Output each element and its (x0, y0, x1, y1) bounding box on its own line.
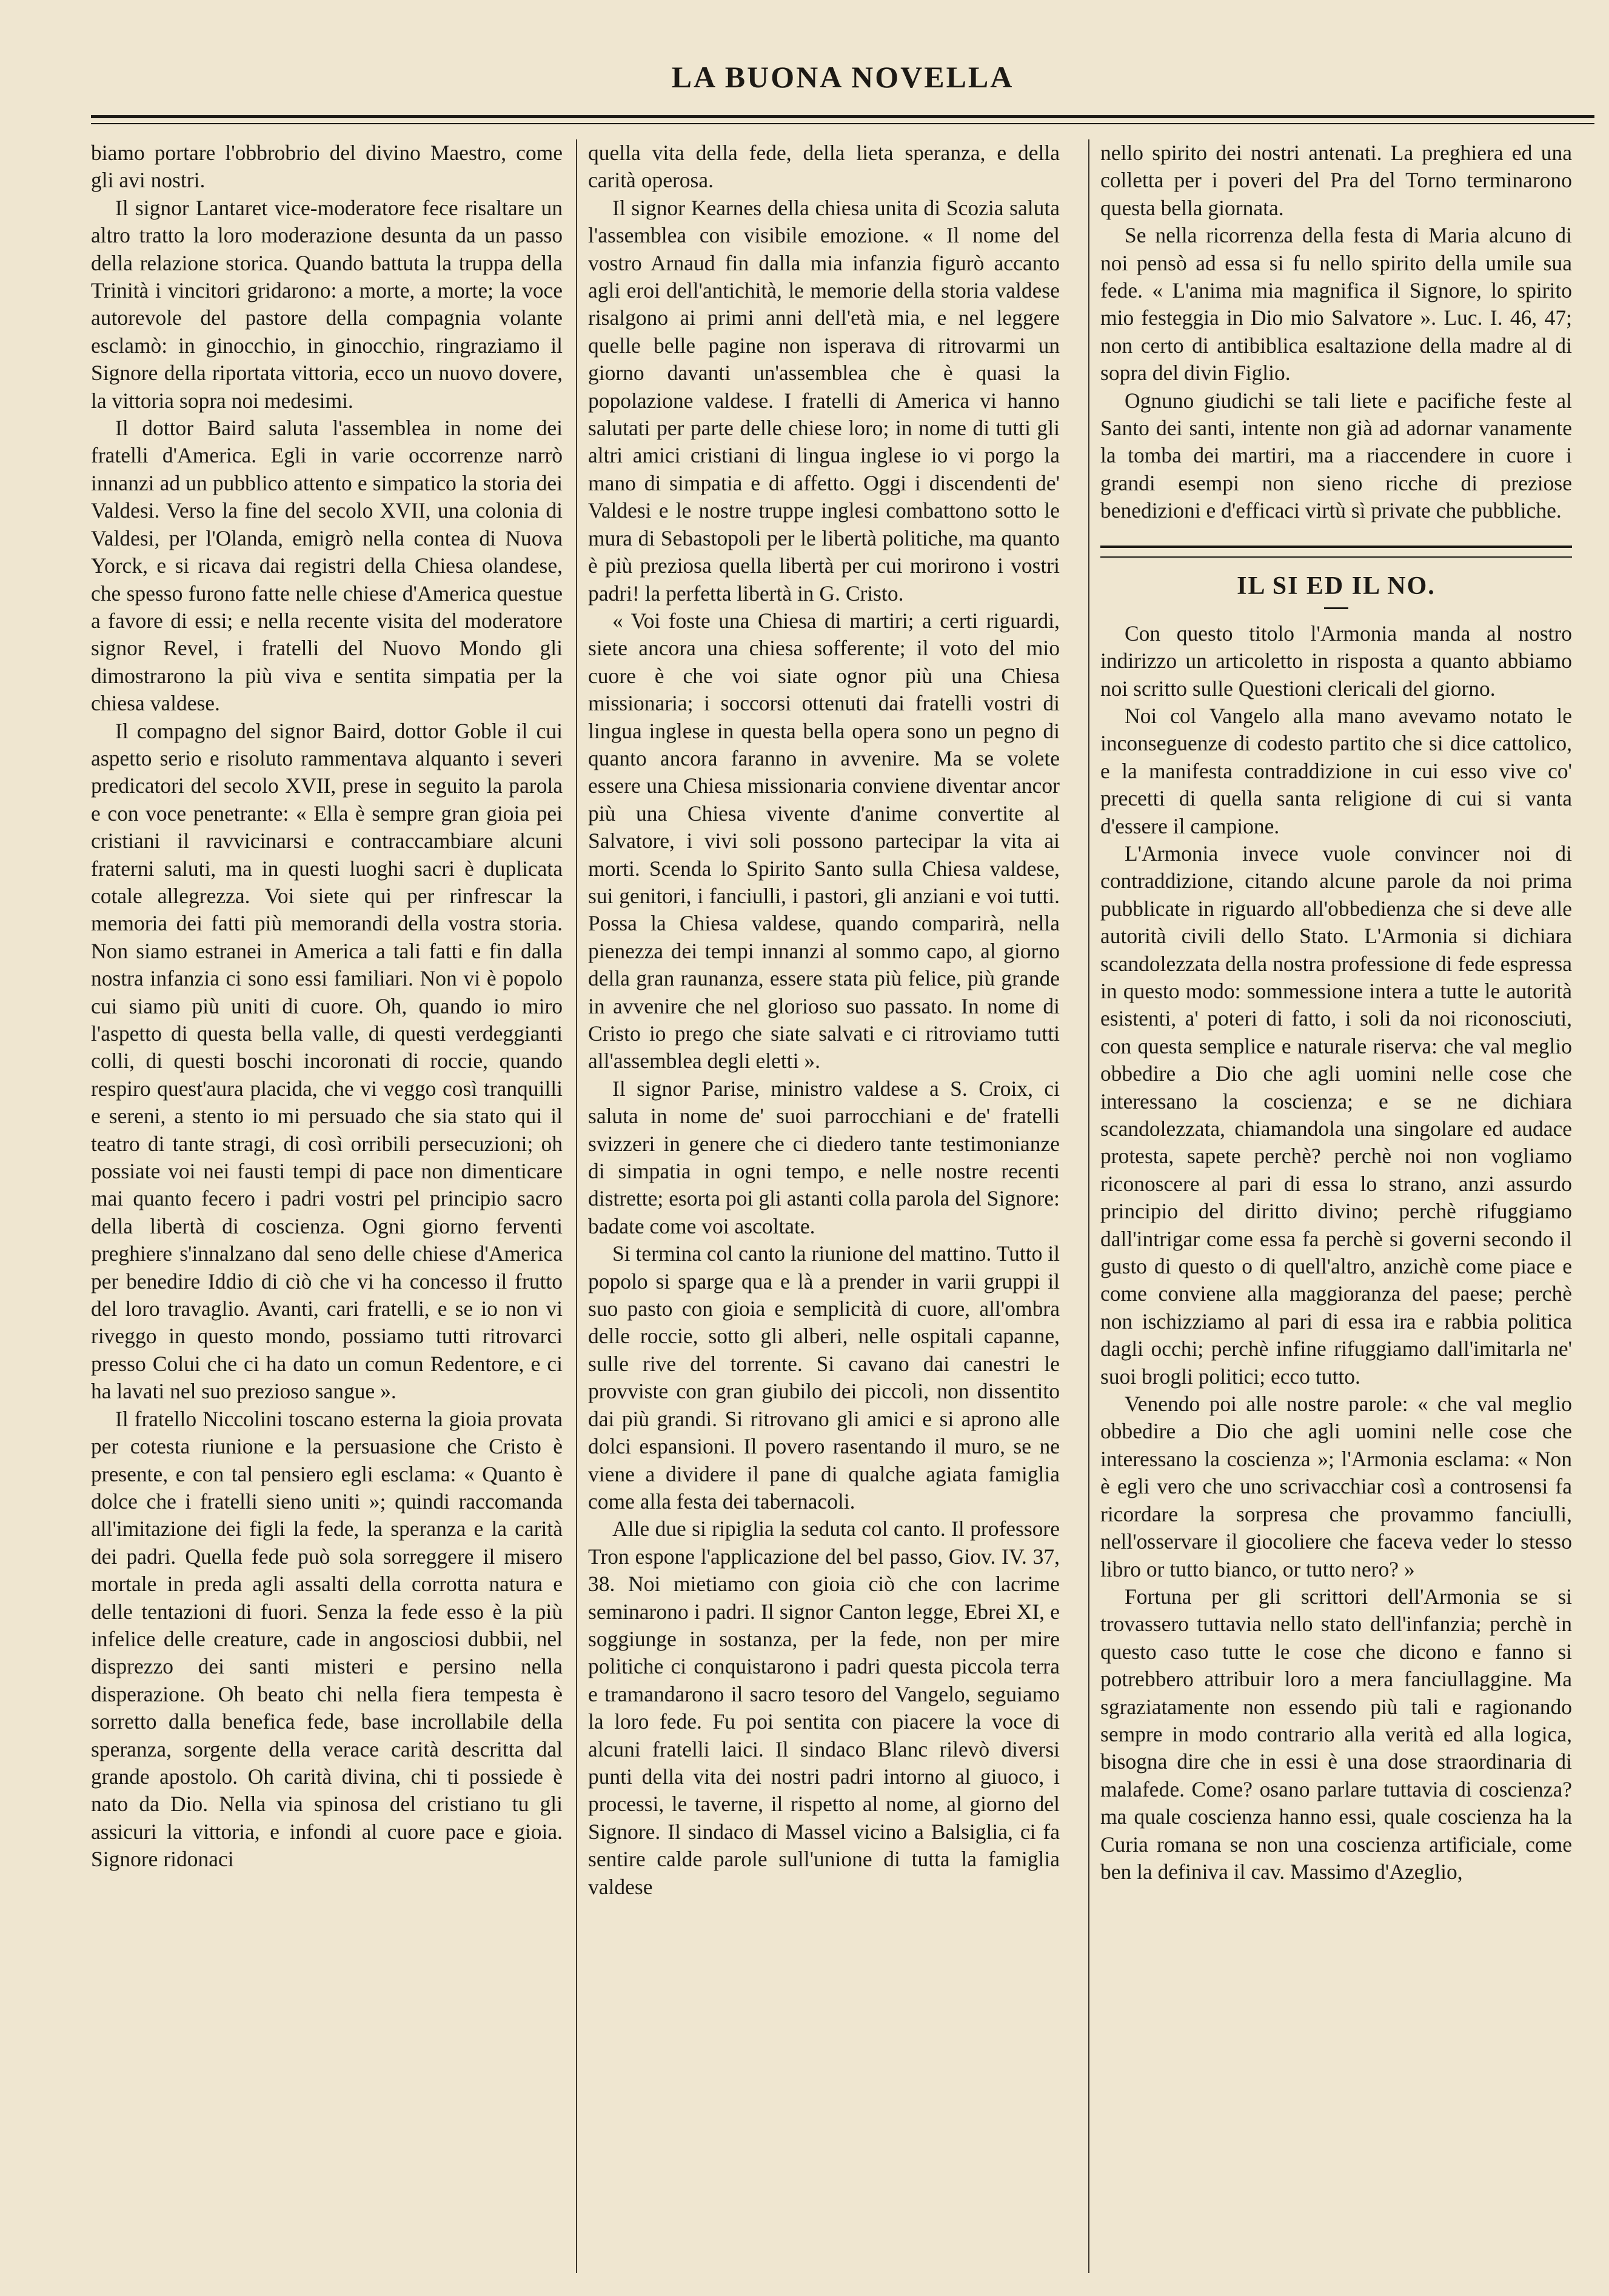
paragraph: biamo portare l'obbrobrio del divino Maestro, come gli avi nostri. (91, 141, 563, 193)
paragraph: Fortuna per gli scrittori dell'Armonia se si trovassero tuttavia nello stato dell'infanzia; perchè in questo caso tutte le cose che dicono e fanno si potrebbero attribuir loro a mera fanciullaggine. Ma sgraziatamente non essendo più tali e ragionando sempre in modo contrario alla verità ed alla logica, bisogna dire che in essi è una dose straordinaria di malafede. Come? osano parlare tuttavia di coscienza? ma quale coscienza hanno essi, quale coscienza ha la Curia romana se non una coscienza artificiale, come ben la definiva il cav. Massimo d'Azeglio, (1100, 1584, 1572, 1884)
paragraph: Noi col Vangelo alla mano avevamo notato le inconseguenze di codesto partito che si dice cattolico, e la manifesta contraddizione in cui esso vive co' precetti di quella santa religione di cui si vanta d'essere il campione. (1100, 703, 1572, 838)
paragraph: nello spirito dei nostri antenati. La preghiera ed una colletta per i poveri del Pra del Torno terminarono questa bella giornata. (1100, 141, 1572, 220)
section-separator (1100, 546, 1572, 558)
section-title: IL SI ED IL NO. (1237, 572, 1436, 600)
paragraph: « Voi foste una Chiesa di martiri; a certi riguardi, siete ancora una chiesa sofferente; il voto del mio cuore è che voi siate ognor più una Chiesa missionaria; i soccorsi ottenuti dai fratelli vostri di lingua inglese in questa bella opera sono un pegno di quanto ancora faranno in avvenire. Ma se volete essere una Chiesa missionaria conviene diventar ancor più una Chiesa vivente d'anime convertite al Salvatore, i vivi soli possono partecipar la vita ai morti. Scenda lo Spirito Santo sulla Chiesa valdese, sui genitori, i fanciulli, i pastori, gli anziani e voi tutti. Possa la Chiesa valdese, quando comparirà, nella pienezza dei tempi innanzi al sommo capo, al giorno della gran raunanza, essere stata più felice, più grande in avvenire che nel glorioso suo passato. In nome di Cristo io prego che siate salvati e ci ritroviamo tutti all'assemblea degli eletti ». (588, 608, 1060, 1073)
paragraph: L'Armonia invece vuole convincer noi di contraddizione, citando alcune parole da noi prima pubblicate in riguardo all'obbedienza che si deve alle autorità civili dello Stato. L'Armonia si dichiara scandolezzata della nostra professione di fede espressa in questo modo: sommessione intera a tutte le autorità esistenti, a' poteri di fatto, i soli da noi riconosciuti, con questa semplice e naturale riserva: che val meglio obbedire a Dio che agli uomini nelle cose che interessano la coscienza; e se ne dichiara scandolezzata, chiamandola una singolare ed audace protesta, sapete perchè? perchè noi non vogliamo riconoscere al pari di essa lo strano, anzi assurdo principio del diritto divino; perchè rifuggiamo dall'intrigar come essa fa perchè si governi secondo il gusto di questo o di quell'altro, anzichè come piace e come conviene alla maggioranza del paese; perchè non ischizziamo al pari di essa ira e rabbia politica dagli occhi; perchè infine rifuggiamo dall'imitarla ne' suoi brogli politici; ecco tutto. (1100, 841, 1572, 1389)
paragraph: Se nella ricorrenza della festa di Maria alcuno di noi pensò ad essa si fu nello spirito della umile sua fede. « L'anima mia magnifica il Signore, lo spirito mio festeggia in Dio mio Salvatore ». Luc. I. 46, 47; non certo di antibiblica esaltazione della madre al di sopra del divin Figlio. (1100, 223, 1572, 385)
header-rule-thin (91, 123, 1594, 124)
paragraph: quella vita della fede, della lieta speranza, e della carità operosa. (588, 141, 1060, 193)
masthead: LA BUONA NOVELLA (671, 60, 1014, 94)
paragraph: Alle due si ripiglia la seduta col canto. Il professore Tron espone l'applicazione del bel passo, Giov. IV. 37, 38. Noi mietiamo con gioia ciò che con lacrime seminarono i padri. Il signor Canton legge, Ebrei XI, e soggiunge in sostanza, per la fede, non per mire politiche ci conquistarono i padri questa piccola terra e tramandarono il sacro tesoro del Vangelo, seguiamo la loro fede. Fu poi sentita con piacere la voce di alcuni fratelli laici. Il sindaco Blanc rilevò diversi punti della vita dei nostri padri intorno al giuoco, i processi, le taverne, il rispetto al nome, al giorno del Signore. Il sindaco di Massel vicino a Balsiglia, ci fa sentire calde parole sull'unione di tutta la famiglia valdese (588, 1517, 1060, 1899)
paragraph: Con questo titolo l'Armonia manda al nostro indirizzo un articoletto in risposta a quanto abbiamo noi scritto sulle Questioni clericali del giorno. (1100, 621, 1572, 701)
paragraph: Il signor Lantaret vice-moderatore fece risaltare un altro tratto la loro moderazione desunta da un passo della relazione storica. Quando battuta la truppa della Trinità i vincitori gridarono: a morte, a morte; la voce autorevole del pastore della compagnia volante esclamò: in ginocchio, in ginocchio, ringraziamo il Signore della riportata vittoria, ecco un nuovo dovere, la vittoria sopra noi medesimi. (91, 195, 563, 413)
header-rule-thick (91, 115, 1594, 118)
column-2 (588, 139, 1060, 2279)
paragraph: Il signor Parise, ministro valdese a S. Croix, ci saluta in nome de' suoi parrocchiani e de' fratelli svizzeri in genere che ci diedero tante testimonianze di simpatia in ogni tempo, e nelle nostre recenti distrette; esorta poi gli astanti colla parola del Signore: badate come voi ascoltate. (588, 1076, 1060, 1238)
paragraph: Venendo poi alle nostre parole: « che val meglio obbedire a Dio che agli uomini nelle cose che interessano la coscienza »; l'Armonia esclama: « Non è egli vero che uno scrivacchiar così a controsensi fa ricordare la sorpresa che provammo fanciulli, nell'osservare il giocoliere che faceva veder lo stesso libro or tutto bianco, or tutto nero? » (1100, 1392, 1572, 1581)
page-header (91, 36, 1594, 133)
title-dash (1324, 607, 1348, 609)
column-3 (1100, 139, 1572, 2279)
paragraph: Il fratello Niccolini toscano esterna la gioia provata per cotesta riunione e la persuasione che Cristo è presente, e con tal pensiero egli esclama: « Quanto è dolce che i fratelli sieno uniti »; quindi raccomanda all'imitazione dei figli la fede, la speranza e la carità dei padri. Quella fede può sola sorreggere il misero mortale in preda agli assalti della corrotta natura e delle tentazioni di fuori. Senza la fede esso è la più infelice delle creature, cade in angosciosi dubbii, nel disprezzo dei santi misteri e persino nella disperazione. Oh beato chi nella fiera tempesta è sorretto dalla benefica fede, base incrollabile della speranza, sorgente della verace carità descritta dal grande apostolo. Oh carità divina, chi ti possiede è nato da Dio. Nella via spinosa del cristiano tu gli assicuri la vittoria, e infondi al cuore pace e gioia. Signore ridonaci (91, 1406, 563, 1872)
column-divider-2 (1088, 139, 1089, 2273)
column-divider-1 (576, 139, 577, 2273)
paragraph: Il compagno del signor Baird, dottor Goble il cui aspetto serio e risoluto rammentava alquanto i severi predicatori del secolo XVII, prese in seguito la parola e con voce penetrante: « Ella è sempre gran gioia pei cristiani il ravvicinarsi e contraccambiare alcuni fraterni saluti, ma in questi luoghi sacri è duplicata cotale allegrezza. Voi siete qui per rinfrescar la memoria dei fatti più memorandi della vostra storia. Non siamo estranei in America a tali fatti e fin dalla nostra infanzia ci sono essi familiari. Non vi è popolo cui siamo più uniti di cuore. Oh, quando io miro l'aspetto di questa bella valle, di questi verdeggianti colli, di questi boschi incoronati di roccie, quando respiro quest'aura placida, che vi veggo così tranquilli e sereni, a stento io mi persuado che sia stato qui il teatro di tante stragi, di così orribili persecuzioni; oh possiate voi nei fausti tempi di pace non dimenticare mai quanto fecero i padri vostri pel principio sacro della libertà di coscienza. Ogni giorno ferventi preghiere s'innalzano dal seno delle chiese d'America per benedire Iddio di ciò che vi ha concesso il frutto del loro travaglio. Avanti, cari fratelli, e se io non vi riveggo in questo mondo, possiamo tutti ritrovarci presso Colui che ci ha dato un comun Redentore, e ci ha lavati nel suo prezioso sangue ». (91, 718, 563, 1404)
paragraph: Il dottor Baird saluta l'assemblea in nome dei fratelli d'America. Egli in varie occorrenze narrò innanzi ad un pubblico attento e simpatico la storia dei Valdesi. Verso la fine del secolo XVII, una colonia di Valdesi, per l'Olanda, emigrò nella contea di Nuova Yorck, e si ricava dai registri della Chiesa olandese, che spesso furono fatte nelle chiese d'America questue a favore di essi; e nella recente visita del moderatore signor Revel, i fratelli del Nuovo Mondo gli dimostrarono la più viva e sentita simpatia per la chiesa valdese. (91, 416, 563, 716)
paragraph: Ognuno giudichi se tali liete e pacifiche feste al Santo dei santi, intente non già ad adornar vanamente la tomba dei martiri, ma a riaccendere in cuore i grandi esempi non sieno ricche di preziose benedizioni e d'efficaci virtù sì private che pubbliche. (1100, 388, 1572, 523)
paragraph: Il signor Kearnes della chiesa unita di Scozia saluta l'assemblea con visibile emozione. « Il nome del vostro Arnaud fin dalla mia infanzia figurò accanto agli eroi dell'antichità, le memorie della storia valdese risalgono ai primi anni dell'età mia, e nel leggere quelle belle pagine non isperava di ritrovarmi un giorno davanti un'assemblea che è quasi la popolazione valdese. I fratelli di America vi hanno salutati per parte delle chiese loro; in nome di tutti gli altri amici cristiani di lingua inglese io vi porgo la mano di simpatia e di affetto. Oggi i discendenti de' Valdesi e le nostre truppe inglesi combattono sotto le mura di Sebastopoli per le libertà politiche, ma quanto è più preziosa quella libertà per cui morirono i vostri padri! la perfetta libertà in G. Cristo. (588, 195, 1060, 606)
paragraph: Si termina col canto la riunione del mattino. Tutto il popolo si sparge qua e là a prender in varii gruppi il suo pasto con gioia e semplicità di cuore, all'ombra delle roccie, sotto gli alberi, nelle ospitali capanne, sulle rive del torrente. Si cavano dai canestri le provviste con gran giubilo dei piccoli, non dissentito dai più grandi. Si ritrovano gli amici e si aprono alle dolci espansioni. Il povero rasentando il muro, se ne viene a dividere il pane di qualche agiata famiglia come alla festa dei tabernacoli. (588, 1241, 1060, 1513)
column-1 (91, 139, 563, 2279)
